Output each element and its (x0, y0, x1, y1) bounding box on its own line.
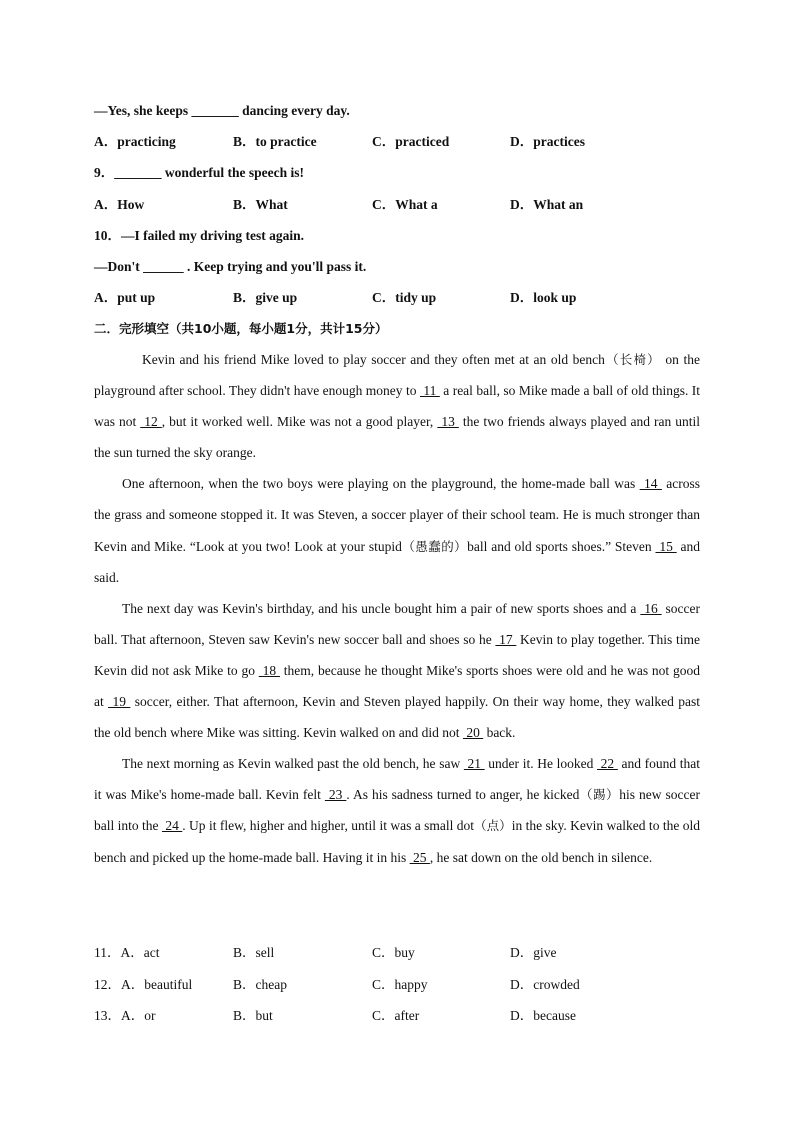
blank-16: 16 (640, 600, 662, 616)
blank-12: 12 (140, 414, 162, 430)
q10-answer-line (94, 258, 366, 276)
passage-paragraph (94, 593, 700, 748)
q8-prefix: —Yes, she keeps (94, 103, 192, 118)
q8-option-a: A．practicing (94, 134, 176, 149)
passage-text: Kevin to play together. This time Kevin did not ask Mike to go (94, 631, 700, 678)
passage-paragraph (94, 344, 700, 468)
q12-option-d: D．crowded (510, 977, 580, 992)
q10-suffix: . Keep trying and you'll pass it. (183, 259, 367, 274)
cn-gloss: （长椅） (604, 352, 661, 367)
passage-text: and said. (94, 538, 700, 585)
q8-option-b: B．to practice (233, 134, 317, 149)
passage-text: . Up it flew, higher and higher, until it was a small dot (182, 818, 475, 834)
blank-15: 15 (655, 538, 677, 554)
passage-text: One afternoon, when the two boys were playing on the playground, the home-made ball was (122, 476, 640, 492)
q12-option-c: C．happy (372, 977, 428, 992)
q13-option-d: D．because (510, 1008, 576, 1023)
q8-answer-line (94, 102, 350, 120)
passage-text: The next morning as Kevin walked past the old bench, he saw (122, 756, 464, 772)
q13-option-b: B．but (233, 1008, 273, 1023)
blank-19: 19 (108, 694, 131, 710)
q9-number: 9． (94, 165, 115, 180)
passage-text: and found that it was Mike's home-made ball. Kevin felt (94, 756, 701, 803)
q8-option-c: C．practiced (372, 134, 450, 149)
q11-option-b: B．sell (233, 945, 275, 960)
q9-option-d: D．What an (510, 197, 584, 212)
q10-option-d: D．look up (510, 290, 577, 305)
passage-text: back. (483, 725, 516, 741)
q9-option-b: B．What (233, 197, 288, 212)
q10-question (94, 227, 304, 245)
passage-text: in the sky. Kevin walked to the old bench and picked up the home-made ball. Having it in his (94, 818, 700, 865)
q13-option-a: 13．A．or (94, 1008, 156, 1023)
q10-number: 10． (94, 228, 121, 243)
q10-option-b: B．give up (233, 290, 298, 305)
passage-text: them, because he thought Mike's sports shoes were old and he was not good at (94, 662, 700, 710)
blank-25: 25 (409, 849, 430, 865)
blank-22: 22 (597, 756, 618, 772)
q8-option-d: D．practices (510, 134, 585, 149)
q11-option-c: C．buy (372, 945, 415, 960)
q10-prefix: —Don't (94, 259, 144, 274)
passage-text: under it. He looked (484, 756, 598, 772)
blank-24: 24 (161, 818, 183, 834)
cloze-passage (94, 344, 700, 873)
passage-text: Kevin and his friend Mike loved to play soccer and they often met at an old bench (142, 352, 605, 367)
q10-blank: ______ (143, 259, 184, 274)
blank-21: 21 (463, 756, 485, 772)
q11-option-d: D．give (510, 945, 557, 960)
q8-suffix: dancing every day. (238, 103, 350, 118)
passage-text: on the playground after school. They didn't have enough money to (94, 352, 700, 399)
blank-18: 18 (258, 662, 280, 678)
blank-20: 20 (462, 725, 484, 741)
blank-14: 14 (639, 476, 662, 492)
passage-text: his new soccer ball into the (94, 787, 700, 834)
passage-text: a real ball, so Mike made a ball of old things. It was not (94, 383, 701, 430)
passage-text: , but it worked well. Mike was not a good player, (161, 414, 438, 430)
passage-paragraph (94, 468, 700, 592)
q12-option-b: B．cheap (233, 977, 287, 992)
cn-gloss: （点） (474, 818, 512, 834)
q11-option-a: 11．A．act (94, 945, 160, 960)
passage-paragraph (94, 748, 700, 872)
q9-option-c: C．What a (372, 197, 438, 212)
passage-text: soccer ball. That afternoon, Steven saw Kevin's new soccer ball and shoes so he (94, 600, 700, 647)
cn-gloss: （踢） (579, 787, 620, 803)
blank-11: 11 (419, 383, 440, 399)
q9-suffix: wonderful the speech is! (161, 165, 304, 180)
blank-17: 17 (495, 631, 517, 647)
q9-question (94, 164, 304, 182)
q12-option-a: 12．A．beautiful (94, 977, 193, 992)
passage-text: across the grass and someone stopped it. It was Steven, a soccer player of their school team. He is much stronger than Kevin and Mike. “Look at you two! Look at your stupid (94, 476, 700, 554)
passage-text: , he sat down on the old bench in silence. (429, 849, 653, 865)
passage-text: ball and old sports shoes.” Steven (467, 538, 656, 554)
passage-text: . As his sadness turned to anger, he kicked (346, 787, 580, 803)
q10-option-c: C．tidy up (372, 290, 437, 305)
blank-13: 13 (437, 414, 459, 430)
q13-option-c: C．after (372, 1008, 420, 1023)
q10-text: —I failed my driving test again. (121, 228, 305, 243)
q10-option-a: A．put up (94, 290, 156, 305)
blank-23: 23 (324, 787, 347, 803)
section-heading: 二．完形填空（共10小题，每小题1分，共计15分） (94, 321, 388, 336)
passage-text: the two friends always played and ran until the sun turned the sky orange. (94, 414, 701, 461)
passage-text: The next day was Kevin's birthday, and his uncle bought him a pair of new sports shoes and a (122, 600, 641, 616)
q9-blank: _______ (114, 165, 162, 180)
passage-text: soccer, either. That afternoon, Kevin and Steven played happily. On their way home, they walked past the old bench where Mike was sitting. Kevin walked on and did not (94, 694, 700, 741)
q9-option-a: A．How (94, 197, 145, 212)
cn-gloss: （愚蠢的） (401, 538, 468, 554)
q8-blank: _______ (191, 103, 239, 118)
